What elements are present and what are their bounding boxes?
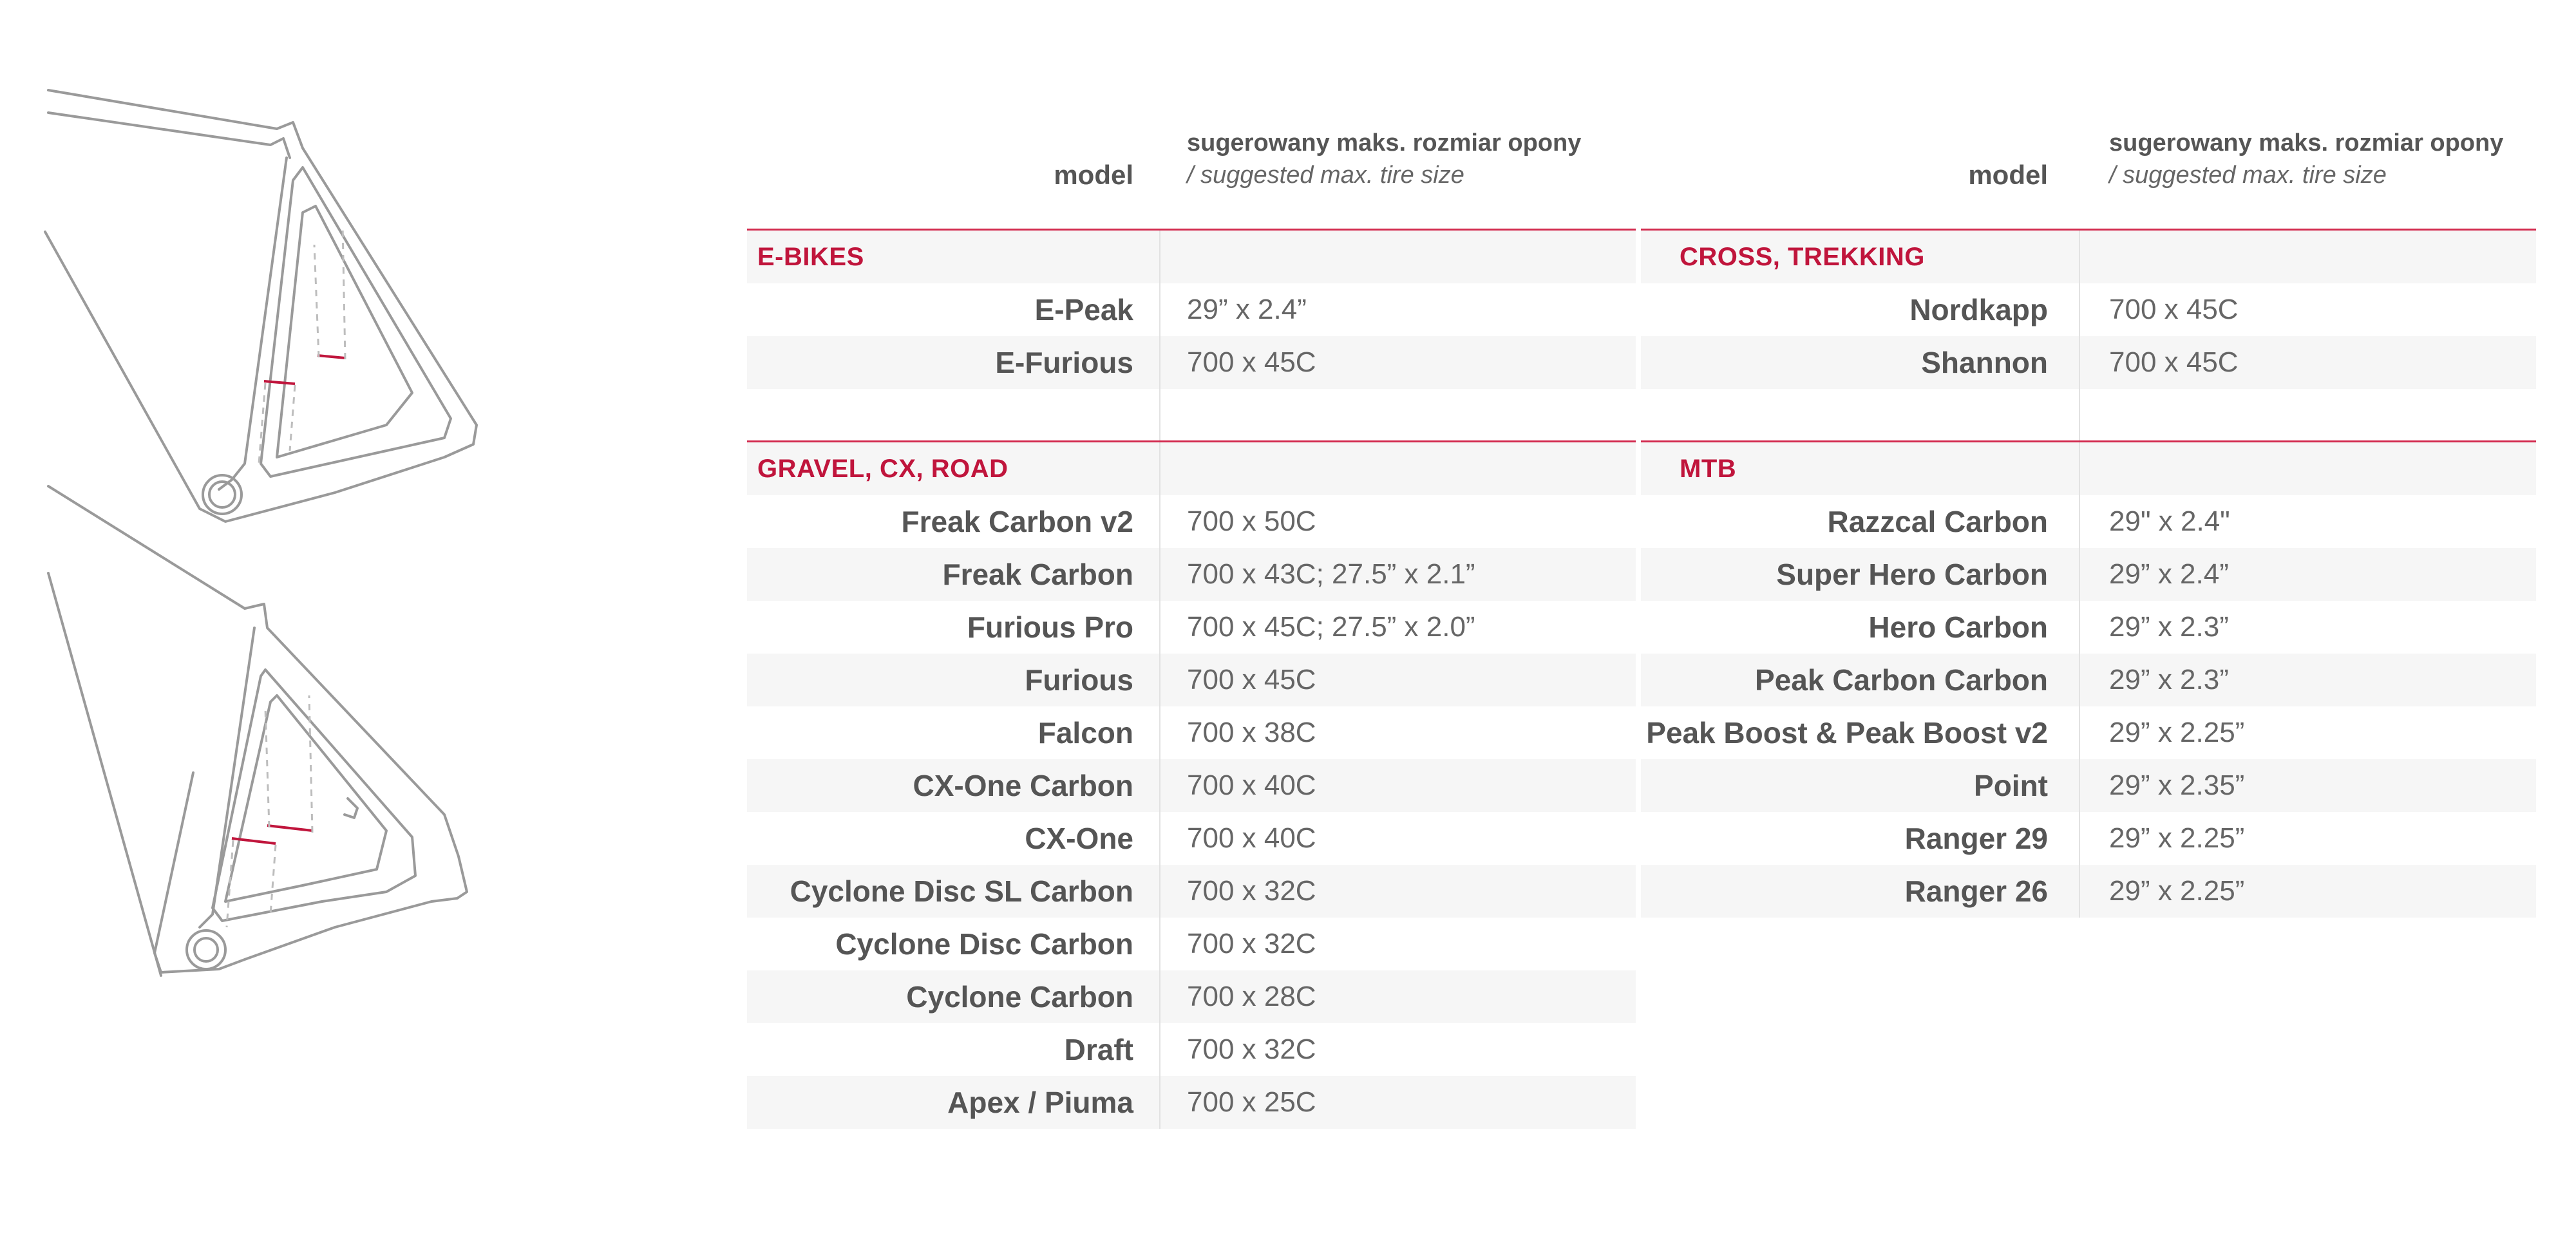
table-row <box>747 706 1636 759</box>
size-cell: 29” x 2.4” <box>1187 294 1307 325</box>
left-header-tire-size <box>1187 127 1625 191</box>
size-cell: 29” x 2.3” <box>2109 611 2229 643</box>
size-cell: 700 x 45C <box>1187 664 1316 695</box>
table-row <box>1641 283 2536 336</box>
table-row <box>1641 706 2536 759</box>
right-header-tire-size <box>2109 127 2560 191</box>
category-row <box>1641 442 2536 495</box>
section-spacer <box>1641 389 2536 440</box>
model-cell: Cyclone Disc Carbon <box>835 927 1133 961</box>
size-cell: 700 x 40C <box>1187 769 1316 801</box>
size-cell: 700 x 32C <box>1187 928 1316 959</box>
table-row <box>747 601 1636 654</box>
size-cell: 29” x 2.25” <box>2109 717 2245 748</box>
right-header-tire-size-en: / suggested max. tire size <box>2109 162 2387 189</box>
size-cell: 700 x 38C <box>1187 717 1316 748</box>
table-row <box>1641 601 2536 654</box>
mtb-frame-clearance-diagram-icon <box>48 486 467 976</box>
table-row <box>747 283 1636 336</box>
table-row <box>747 812 1636 865</box>
size-cell: 29” x 2.4” <box>2109 558 2229 590</box>
model-cell: E-Peak <box>1034 293 1133 326</box>
model-cell: Freak Carbon v2 <box>901 505 1133 538</box>
size-cell: 29” x 2.25” <box>2109 822 2245 854</box>
table-row <box>1641 812 2536 865</box>
table-row <box>1641 336 2536 389</box>
model-cell: Furious <box>1025 663 1133 697</box>
table-row <box>747 970 1636 1023</box>
model-cell: Draft <box>1064 1033 1133 1066</box>
model-cell: Point <box>1974 769 2048 802</box>
size-cell: 29” x 2.25” <box>2109 875 2245 907</box>
table-row <box>1641 759 2536 812</box>
size-cell: 700 x 45C; 27.5” x 2.0” <box>1187 611 1475 643</box>
section-spacer <box>747 389 1636 440</box>
size-cell: 29" x 2.4" <box>2109 505 2230 537</box>
model-cell: Super Hero Carbon <box>1776 558 2048 591</box>
road-clearance-markers <box>264 355 345 384</box>
model-cell: E-Furious <box>995 346 1133 379</box>
right-header-tire-size-pl: sugerowany maks. rozmiar opony <box>2109 129 2504 156</box>
model-cell: Falcon <box>1037 716 1133 750</box>
table-row <box>747 759 1636 812</box>
left-header-tire-size-en: / suggested max. tire size <box>1187 162 1464 189</box>
right-header-model: model <box>1968 160 2048 190</box>
model-cell: Peak Boost & Peak Boost v2 <box>1646 716 2048 750</box>
category-title: MTB <box>1680 455 1737 483</box>
model-cell: Cyclone Carbon <box>906 980 1133 1014</box>
road-frame-clearance-diagram-icon <box>45 90 477 522</box>
table-row <box>747 865 1636 918</box>
right-tire-table <box>1641 229 2536 918</box>
model-cell: Apex / Piuma <box>947 1086 1133 1119</box>
table-row <box>747 1076 1636 1129</box>
model-cell: Ranger 29 <box>1904 822 2048 855</box>
model-cell: Nordkapp <box>1909 293 2048 326</box>
category-row <box>747 231 1636 283</box>
table-row <box>747 495 1636 548</box>
size-cell: 700 x 25C <box>1187 1086 1316 1118</box>
size-cell: 700 x 45C <box>1187 346 1316 378</box>
model-cell: CX-One Carbon <box>913 769 1133 802</box>
mtb-clearance-markers <box>232 826 312 844</box>
size-cell: 700 x 43C; 27.5” x 2.1” <box>1187 558 1475 590</box>
table-row <box>747 654 1636 706</box>
model-cell: Peak Carbon Carbon <box>1755 663 2048 697</box>
category-title: CROSS, TREKKING <box>1680 243 1925 271</box>
left-tire-table <box>747 229 1636 1129</box>
left-header-tire-size-pl: sugerowany maks. rozmiar opony <box>1187 129 1582 156</box>
size-cell: 700 x 50C <box>1187 505 1316 537</box>
category-row <box>1641 231 2536 283</box>
category-title: GRAVEL, CX, ROAD <box>757 455 1009 483</box>
model-cell: Razzcal Carbon <box>1827 505 2048 538</box>
table-row <box>1641 865 2536 918</box>
size-cell: 700 x 45C <box>2109 346 2239 378</box>
model-cell: Cyclone Disc SL Carbon <box>790 874 1133 908</box>
size-cell: 700 x 32C <box>1187 1034 1316 1065</box>
table-row <box>747 918 1636 970</box>
left-header-model: model <box>1054 160 1133 190</box>
table-row <box>747 336 1636 389</box>
table-row <box>1641 495 2536 548</box>
category-title: E-BIKES <box>757 243 864 271</box>
category-row <box>747 442 1636 495</box>
size-cell: 29” x 2.35” <box>2109 769 2245 801</box>
size-cell: 700 x 40C <box>1187 822 1316 854</box>
table-row <box>747 1023 1636 1076</box>
table-row <box>1641 654 2536 706</box>
size-cell: 700 x 28C <box>1187 981 1316 1012</box>
model-cell: Ranger 26 <box>1904 874 2048 908</box>
model-cell: Furious Pro <box>967 610 1133 644</box>
size-cell: 700 x 32C <box>1187 875 1316 907</box>
table-row <box>747 548 1636 601</box>
size-cell: 700 x 45C <box>2109 294 2239 325</box>
size-cell: 29” x 2.3” <box>2109 664 2229 695</box>
model-cell: CX-One <box>1025 822 1133 855</box>
model-cell: Hero Carbon <box>1868 610 2048 644</box>
table-row <box>1641 548 2536 601</box>
model-cell: Freak Carbon <box>942 558 1133 591</box>
model-cell: Shannon <box>1921 346 2048 379</box>
